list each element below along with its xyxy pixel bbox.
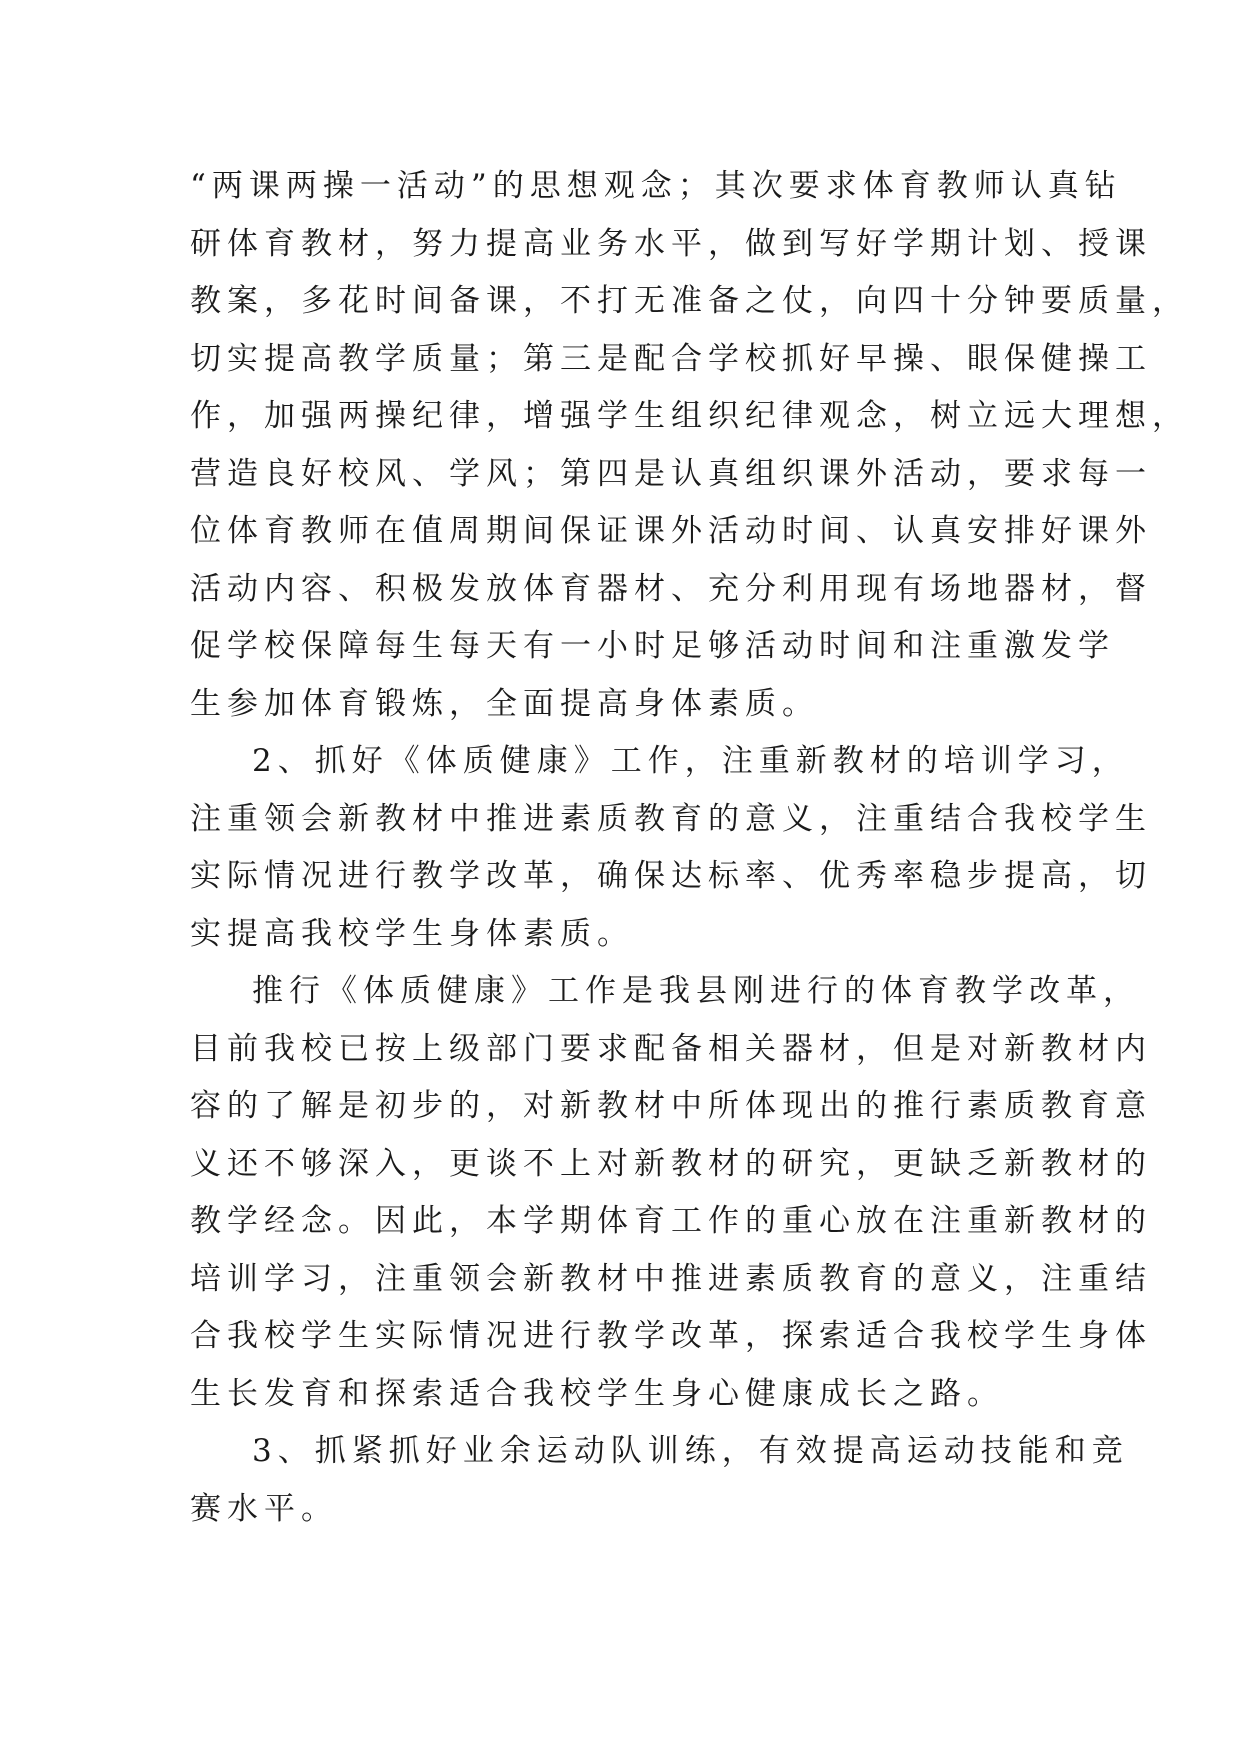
text-line: 生参加体育锻炼，全面提高身体素质。	[190, 685, 819, 722]
text-line: 容的了解是初步的，对新教材中所体现出的推行素质教育意	[190, 1088, 1152, 1124]
text-line: 作，加强两操纪律，增强学生组织纪律观念，树立远大理想，	[190, 398, 1189, 434]
text-line: 注重领会新教材中推进素质教育的意义，注重结合我校学生	[190, 800, 1152, 837]
text-line: 生长发育和探索适合我校学生身心健康成长之路。	[190, 1375, 1004, 1412]
text-line: 培训学习，注重领会新教材中推进素质教育的意义，注重结	[190, 1260, 1152, 1297]
text-line: 合我校学生实际情况进行教学改革，探索适合我校学生身体	[190, 1318, 1152, 1354]
text-line: 营造良好校风、学风；第四是认真组织课外活动，要求每一	[190, 455, 1152, 492]
text-line: “两课两操一活动”的思想观念；其次要求体育教师认真钻	[190, 168, 1122, 204]
text-line: 位体育教师在值周期间保证课外活动时间、认真安排好课外	[190, 513, 1152, 549]
text-line: 促学校保障每生每天有一小时足够活动时间和注重激发学	[190, 628, 1115, 664]
paragraph-2	[190, 733, 1152, 963]
text-line: 2、抓好《体质健康》工作，注重新教材的培训学习，	[252, 743, 1129, 779]
text-line: 目前我校已按上级部门要求配备相关器材，但是对新教材内	[190, 1030, 1152, 1067]
paragraph-1	[190, 158, 1189, 733]
text-line: 实提高我校学生身体素质。	[190, 915, 634, 952]
text-line: 赛水平。	[190, 1490, 338, 1527]
paragraph-4	[190, 1423, 1129, 1538]
text-line: 实际情况进行教学改革，确保达标率、优秀率稳步提高，切	[190, 858, 1152, 894]
text-line: 教学经念。因此，本学期体育工作的重心放在注重新教材的	[190, 1203, 1152, 1239]
text-line: 活动内容、积极发放体育器材、充分利用现有场地器材，督	[190, 570, 1152, 607]
document-body	[190, 158, 1189, 1538]
paragraph-3	[190, 963, 1152, 1423]
text-line: 研体育教材，努力提高业务水平，做到写好学期计划、授课	[190, 225, 1152, 262]
text-line: 3、抓紧抓好业余运动队训练，有效提高运动技能和竞	[252, 1433, 1129, 1469]
text-line: 义还不够深入，更谈不上对新教材的研究，更缺乏新教材的	[190, 1145, 1152, 1182]
text-line: 推行《体质健康》工作是我县刚进行的体育教学改革，	[252, 973, 1140, 1009]
text-line: 切实提高教学质量；第三是配合学校抓好早操、眼保健操工	[190, 340, 1152, 377]
text-line: 教案，多花时间备课，不打无准备之仗，向四十分钟要质量，	[190, 283, 1189, 319]
